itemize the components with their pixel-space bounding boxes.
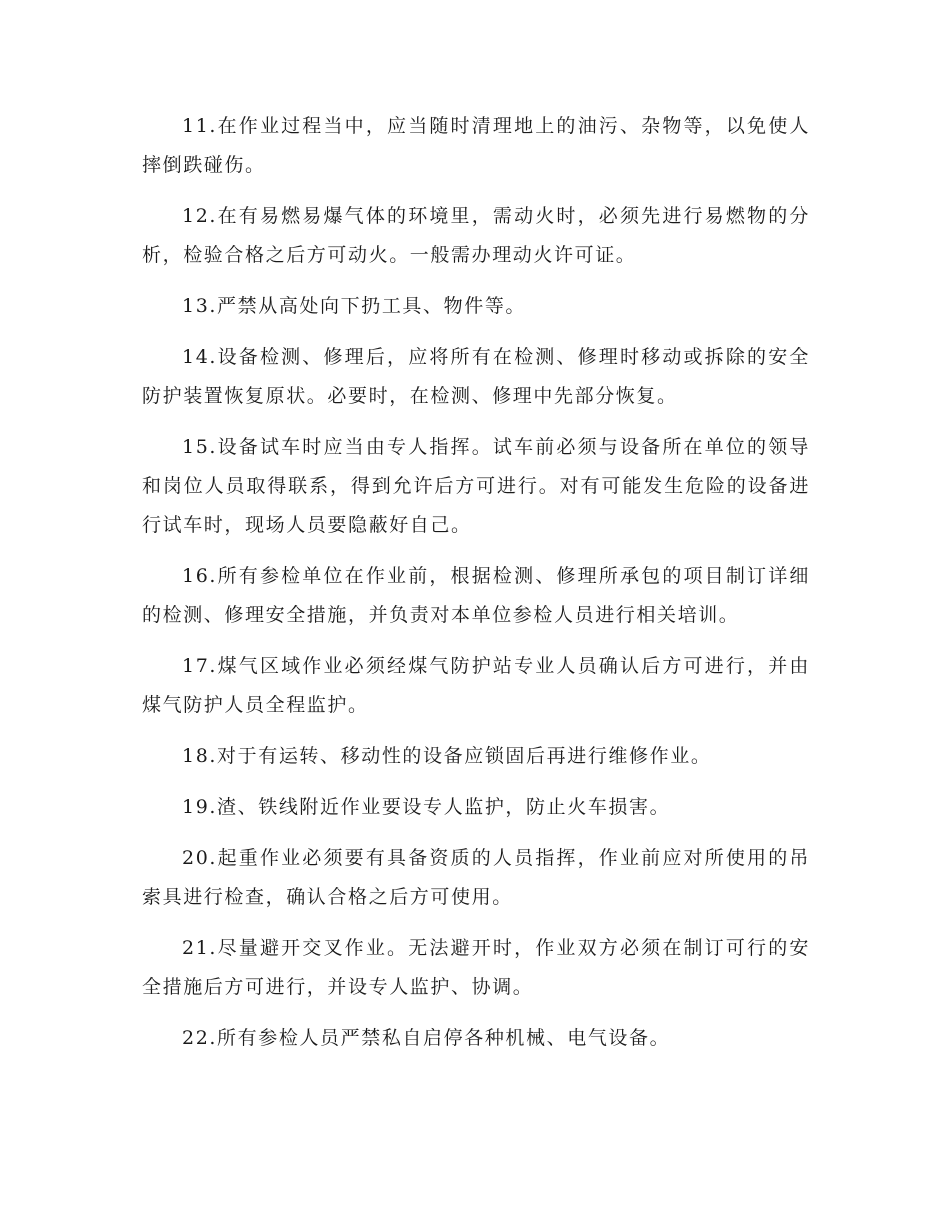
paragraph-item-22: 22.所有参检人员严禁私自启停各种机械、电气设备。 [182,1027,671,1049]
paragraph-item-12: 12.在有易燃易爆气体的环境里，需动火时，必须先进行易燃物的分析，检验合格之后方可动火。一般需办理动火许可证。 [142,205,810,266]
document-body [142,107,810,1070]
paragraph-item-16: 16.所有参检单位在作业前，根据检测、修理所承包的项目制订详细的检测、修理安全措施，并负责对本单位参检人员进行相关培训。 [142,565,810,626]
paragraph-item-19: 19.渣、铁线附近作业要设专人监护，防止火车损害。 [182,796,671,818]
paragraph-item-21: 21.尽量避开交叉作业。无法避开时，作业双方必须在制订可行的安全措施后方可进行，并设专人监护、协调。 [142,937,810,998]
paragraph-item-13: 13.严禁从高处向下扔工具、物件等。 [182,295,527,317]
paragraph-item-17: 17.煤气区域作业必须经煤气防护站专业人员确认后方可进行，并由煤气防护人员全程监护。 [142,655,810,716]
paragraph-item-14: 14.设备检测、修理后，应将所有在检测、修理时移动或拆除的安全防护装置恢复原状。必要时，在检测、修理中先部分恢复。 [142,346,810,407]
paragraph-item-20: 20.起重作业必须要有具备资质的人员指挥，作业前应对所使用的吊索具进行检查，确认合格之后方可使用。 [142,847,810,908]
paragraph-item-15: 15.设备试车时应当由专人指挥。试车前必须与设备所在单位的领导和岗位人员取得联系，得到允许后方可进行。对有可能发生危险的设备进行试车时，现场人员要隐蔽好自己。 [142,436,810,536]
paragraph-item-11: 11.在作业过程当中，应当随时清理地上的油污、杂物等，以免使人摔倒跌碰伤。 [142,115,810,176]
paragraph-item-18: 18.对于有运转、移动性的设备应锁固后再进行维修作业。 [182,745,712,767]
